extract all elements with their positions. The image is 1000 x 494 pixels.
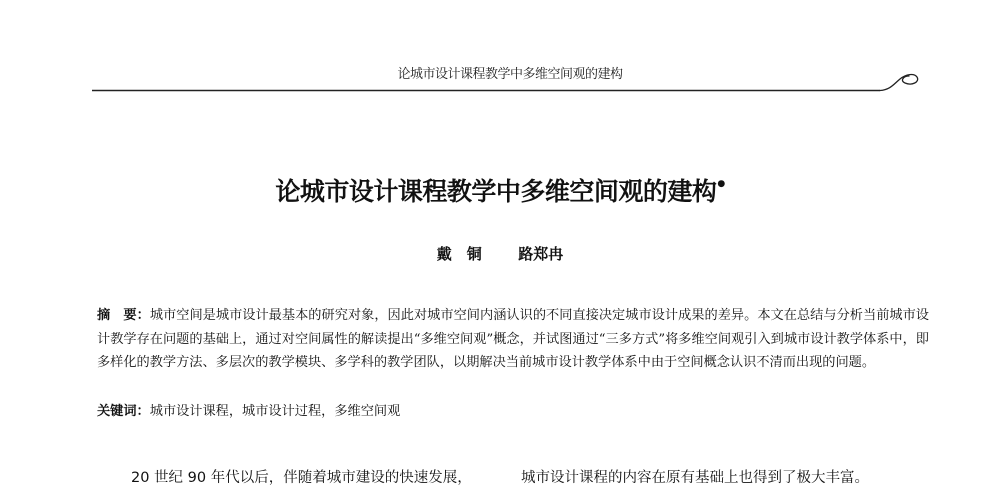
article-title-text: 论城市设计课程教学中多维空间观的建构 xyxy=(275,177,717,206)
author-name: 戴 铜 xyxy=(436,245,482,263)
body-text xyxy=(0,466,1000,490)
author-name: 路郑冉 xyxy=(518,245,564,263)
article-title xyxy=(0,172,1000,208)
running-head-title: 论城市设计课程教学中多维空间观的建构 xyxy=(397,67,623,82)
abstract-text: 城市空间是城市设计最基本的研究对象，因此对城市空间内涵认识的不同直接决定城市设计成果的差异。本文在总结与分析当前城市设计教学存在问题的基础上，通过对空间属性的解读提出“多维空间观”概念，并试图通过“三多方式”将多维空间观引入到城市设计教学体系中，即多样化的教学方法、多层次的教学模块、多学科的教学团队，以期解决当前城市设计教学体系中由于空间概念认识不清而出现的问题。 xyxy=(97,308,929,370)
title-footnote-marker: ● xyxy=(717,179,725,189)
keywords-label: 关键词： xyxy=(97,404,150,419)
abstract xyxy=(97,304,929,375)
page-header xyxy=(0,56,1000,106)
keywords-text: 城市设计课程，城市设计过程，多维空间观 xyxy=(149,404,401,419)
body-left-column-line: 20 世纪 90 年代以后，伴随着城市建设的快速发展， xyxy=(131,470,472,486)
keywords xyxy=(97,400,929,423)
author-list xyxy=(0,243,1000,264)
body-right-column-line: 城市设计课程的内容在原有基础上也得到了极大丰富。 xyxy=(521,470,869,486)
abstract-label: 摘 要： xyxy=(97,308,150,323)
